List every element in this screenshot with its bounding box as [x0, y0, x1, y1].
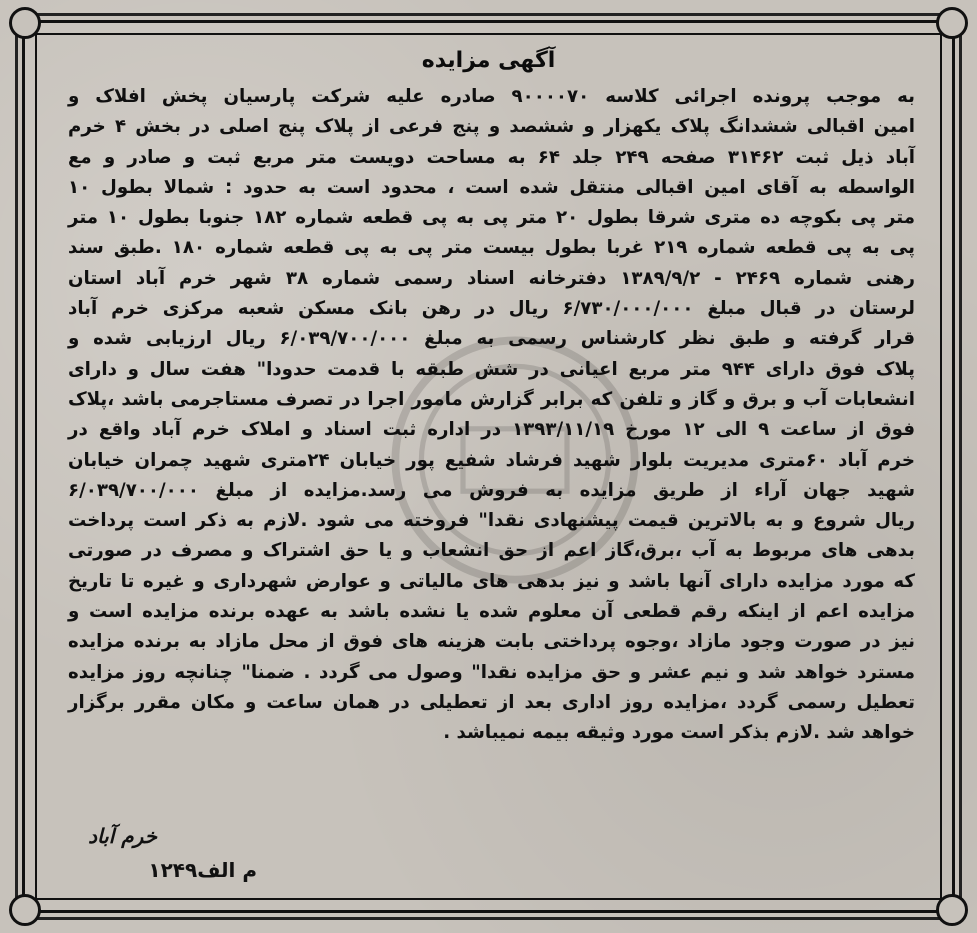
body-line: به موجب پرونده اجرائی کلاسه ۹۰۰۰۰۷۰ صادره علیه شرکت پارسیان پخش افلاک و — [68, 86, 915, 107]
ad-title: آگهی مزایده — [421, 48, 556, 73]
body-line: شهید جهان آراء از طریق مزایده به فروش می رسد.مزایده از مبلغ ۶/۰۳۹/۷۰۰/۰۰۰ — [68, 479, 915, 501]
body-line: لرستان در قبال مبلغ ۶/۷۳۰/۰۰۰/۰۰۰ ریال در رهن بانک مسکن شعبه مرکزی خرم آباد — [68, 298, 916, 320]
body-line: قرار گرفته و طبق نظر کارشناس رسمی به مبلغ ۶/۰۳۹/۷۰۰/۰۰۰ ریال ارزیابی شده و — [68, 328, 915, 350]
body-line: خواهد شد .لازم بذکر است مورد وثیقه بیمه نمیباشد . — [443, 722, 915, 744]
corner-ornament-icon — [936, 7, 968, 39]
body-line: پلاک فوق دارای ۹۴۴ متر مربع اعیانی در شش طبقه با قدمت حدودا" هفت سال و دارای — [68, 358, 915, 380]
body-line: امین اقبالی ششدانگ پلاک یکهزار و ششصد و پنج فرعی از پلاک پنج اصلی در بخش ۴ خرم — [68, 116, 915, 138]
body-line: که مورد مزایده دارای آنها باشد و نیز بدهی های مالیاتی و عوارض شهرداری و غیره تا تاریخ — [68, 570, 915, 592]
body-line: رهنی شماره ۲۴۶۹ - ۱۳۸۹/۹/۲ دفترخانه اسناد رسمی شماره ۳۸ شهر خرم آباد استان — [68, 267, 915, 289]
ad-body — [68, 82, 915, 749]
city-signature: خرم آباد — [88, 824, 157, 848]
body-line: تعطیل رسمی گردد ،مزایده روز اداری بعد از تعطیلی در همان ساعت و مکان مقرر برگزار — [68, 691, 915, 713]
ad-code: م الف۱۲۴۹ — [148, 858, 257, 882]
corner-ornament-icon — [9, 894, 41, 926]
body-line: مسترد خواهد شد و نیم عشر و حق مزایده نقدا" وصول می گردد . ضمنا" چنانچه روز مزایده — [68, 661, 915, 683]
body-line: آباد ذیل ثبت ۳۱۴۶۲ صفحه ۲۴۹ جلد ۶۴ به مساحت دویست متر مربع ثبت و صادر و مع — [68, 146, 916, 168]
body-line: مزایده اعم از اینکه رقم قطعی آن معلوم شده یا نشده باشد به عهده برنده مزایده است و — [68, 601, 915, 623]
body-line: انشعابات آب و برق و گاز و تلفن که برابر گزارش مامور اجرا در تصرف مستاجرمی باشد ،پلاک — [68, 388, 915, 410]
body-line: متر پی بکوچه ده متری شرقا بطول ۲۰ متر پی به پی قطعه شماره ۱۸۲ جنوبا بطول ۱۰ متر — [68, 207, 915, 229]
body-line: خرم آباد ۶۰متری مدیریت بلوار شهید فرشاد شفیع پور خیابان ۲۴متری شهید چمران خیابان — [68, 449, 915, 471]
body-line: نیز در صورت وجود مازاد ،وجوه پرداختی بابت هزینه های فوق از محل مازاد به برنده مزایده — [68, 631, 915, 653]
corner-ornament-icon — [9, 7, 41, 39]
body-line: بدهی های مربوط به آب ،برق،گاز اعم از حق انشعاب و یا حق اشتراک و مصرف در صورتی — [68, 540, 915, 562]
body-line: ریال شروع و به بالاترین قیمت پیشنهادی نقدا" فروخته می شود .لازم به ذکر است پرداخت — [68, 510, 915, 532]
body-line: فوق از ساعت ۹ الی ۱۲ مورخ ۱۳۹۳/۱۱/۱۹ در اداره ثبت اسناد و املاک خرم آباد واقع در — [68, 419, 915, 441]
body-line: پی به پی قطعه شماره ۲۱۹ غربا بطول بیست متر پی به پی قطعه شماره ۱۸۰ .طبق سند — [68, 237, 916, 259]
body-line: الواسطه به آقای امین اقبالی منتقل شده است ، محدود است به حدود : شمالا بطول ۱۰ — [68, 176, 915, 198]
corner-ornament-icon — [936, 894, 968, 926]
